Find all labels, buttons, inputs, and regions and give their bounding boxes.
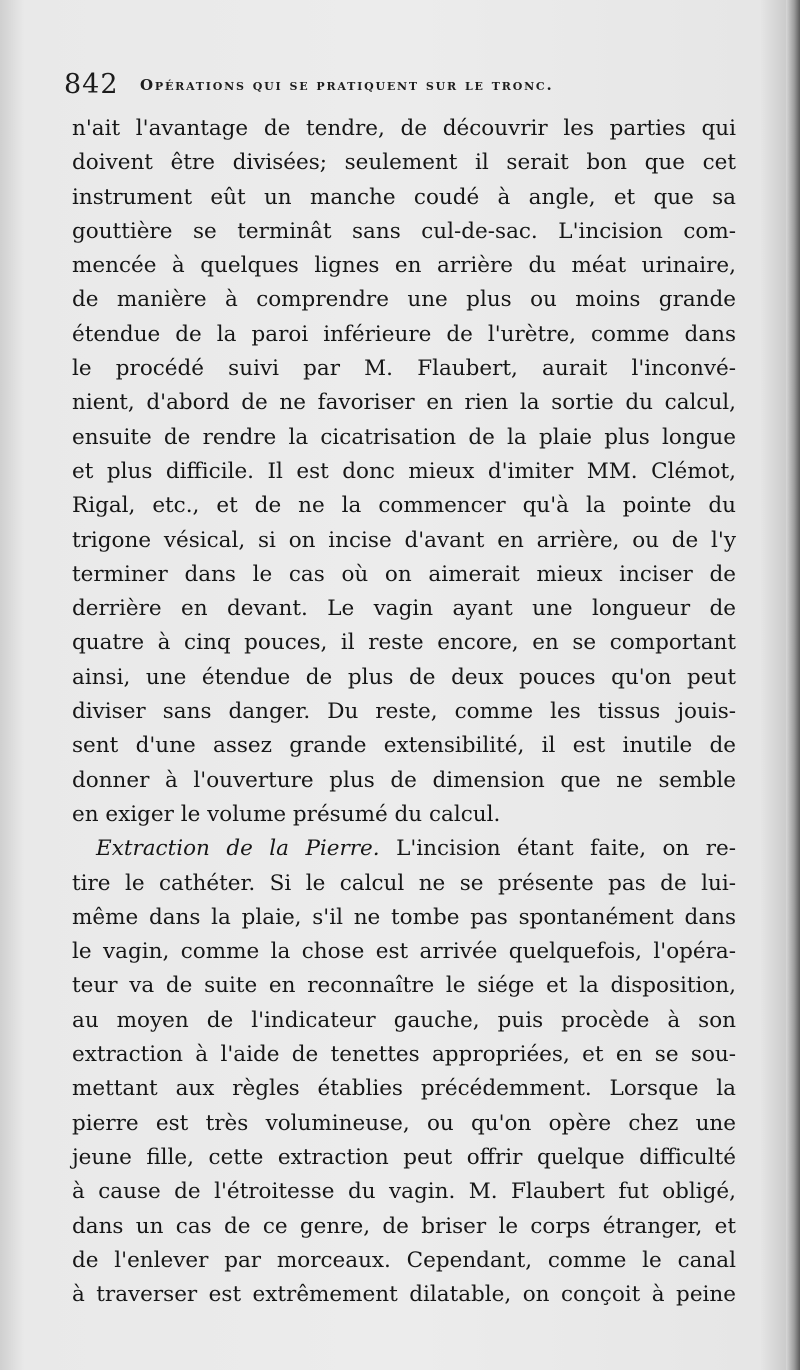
- text-line: Rigal, etc., et de ne la commencer qu'à la pointe du: [72, 493, 736, 519]
- text-line: jeune fille, cette extraction peut offrir quelque difficulté: [72, 1144, 736, 1170]
- text-line: à cause de l'étroitesse du vagin. M. Flaubert fut obligé,: [72, 1179, 736, 1205]
- page-number: 842: [64, 69, 119, 100]
- text-line-rest: L'incision étant faite, on re-: [379, 836, 736, 862]
- text-line: trigone vésical, si on incise d'avant en arrière, ou de l'y: [72, 527, 736, 553]
- text-line: n'ait l'avantage de tendre, de découvrir les parties qui: [72, 116, 736, 141]
- section-heading-inline: Extraction de la Pierre.: [96, 836, 380, 862]
- text-line: et plus difficile. Il est donc mieux d'imiter MM. Clémot,: [72, 458, 736, 484]
- text-line: doivent être divisées; seulement il serait bon que cet: [72, 150, 736, 176]
- text-line: au moyen de l'indicateur gauche, puis procède à son: [72, 1007, 736, 1033]
- text-line: dans un cas de ce genre, de briser le corps étranger, et: [72, 1213, 736, 1239]
- text-line: teur va de suite en reconnaître le siége et la disposition,: [72, 973, 736, 999]
- text-line: sent d'une assez grande extensibilité, il est inutile de: [72, 733, 736, 759]
- text-line: diviser sans danger. Du reste, comme les tissus jouis-: [72, 699, 736, 725]
- text-line: ensuite de rendre la cicatrisation de la plaie plus longue: [72, 424, 736, 450]
- text-line: ainsi, une étendue de plus de deux pouces qu'on peut: [72, 664, 736, 690]
- page-body: [72, 112, 736, 1312]
- page-edge-shadow: [786, 0, 800, 1370]
- text-line: mettant aux règles établies précédemment. Lorsque la: [72, 1076, 736, 1102]
- running-title: Opérations qui se pratiquent sur le tronc.: [140, 76, 554, 94]
- text-line: à traverser est extrêmement dilatable, on conçoit à peine: [72, 1282, 736, 1308]
- text-line: le vagin, comme la chose est arrivée quelquefois, l'opéra-: [72, 939, 736, 965]
- text-line: pierre est très volumineuse, ou qu'on opère chez une: [72, 1110, 736, 1136]
- text-line: donner à l'ouverture plus de dimension que ne semble: [72, 767, 736, 793]
- text-line: même dans la plaie, s'il ne tombe pas spontanément dans: [72, 904, 736, 930]
- text-line: de l'enlever par morceaux. Cependant, comme le canal: [72, 1247, 736, 1273]
- text-line: en exiger le volume présumé du calcul.: [72, 801, 501, 827]
- text-line: [72, 832, 736, 866]
- paragraph-2: [72, 832, 736, 1312]
- text-line: de manière à comprendre une plus ou moins grande: [72, 287, 736, 313]
- text-line: terminer dans le cas où on aimerait mieux inciser de: [72, 561, 736, 587]
- text-line: étendue de la paroi inférieure de l'urètre, comme dans: [72, 321, 736, 347]
- paragraph-1: [72, 112, 736, 832]
- text-line: tire le cathéter. Si le calcul ne se présente pas de lui-: [72, 870, 736, 896]
- text-line: derrière en devant. Le vagin ayant une longueur de: [72, 596, 736, 622]
- text-line: mencée à quelques lignes en arrière du méat urinaire,: [72, 253, 736, 279]
- text-line: instrument eût un manche coudé à angle, et que sa: [72, 184, 736, 210]
- text-line: quatre à cinq pouces, il reste encore, en se comportant: [72, 630, 736, 656]
- running-header: [60, 68, 720, 102]
- text-line: le procédé suivi par M. Flaubert, aurait l'inconvé-: [72, 356, 736, 382]
- text-line: nient, d'abord de ne favoriser en rien la sortie du calcul,: [72, 390, 736, 416]
- text-line: gouttière se terminât sans cul-de-sac. L'incision com-: [72, 218, 736, 244]
- text-line: extraction à l'aide de tenettes appropriées, et en se sou-: [72, 1042, 736, 1068]
